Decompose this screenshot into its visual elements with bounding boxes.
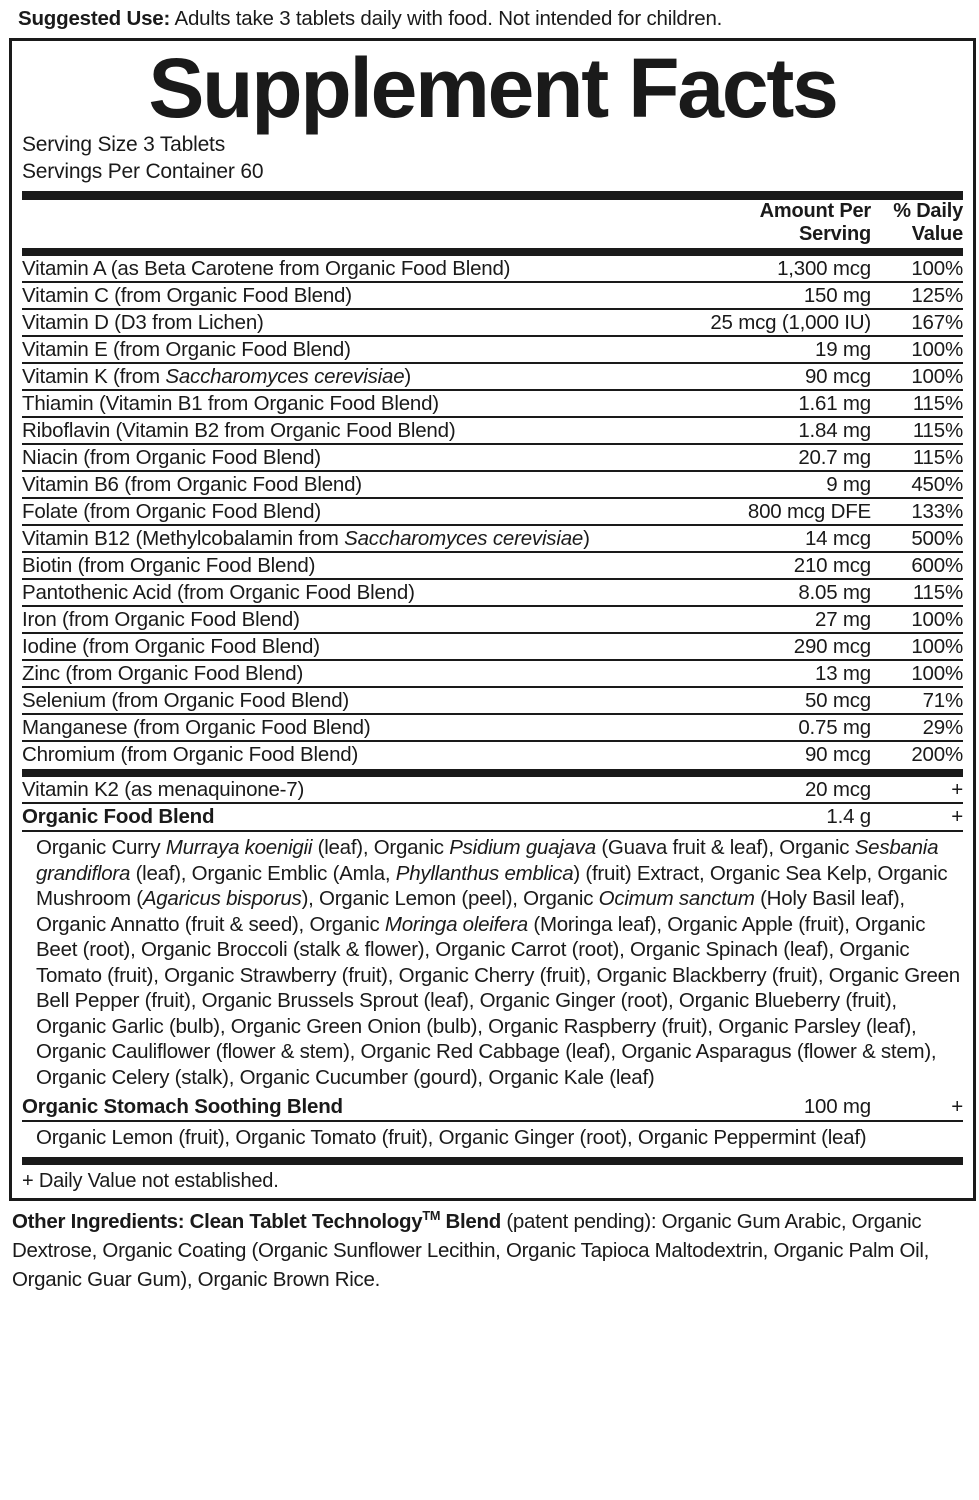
k2-amount: 20 mcg bbox=[691, 777, 877, 803]
table-row bbox=[22, 579, 963, 606]
nutrient-amount: 50 mcg bbox=[691, 687, 877, 714]
nutrient-daily-value: 100% bbox=[877, 336, 963, 363]
stomach-blend-amount: 100 mg bbox=[691, 1094, 877, 1121]
nutrient-name: Niacin (from Organic Food Blend) bbox=[22, 444, 691, 471]
nutrient-daily-value: 115% bbox=[877, 417, 963, 444]
nutrient-daily-value: 500% bbox=[877, 525, 963, 552]
nutrient-name: Biotin (from Organic Food Blend) bbox=[22, 552, 691, 579]
k2-name: Vitamin K2 (as menaquinone-7) bbox=[22, 777, 691, 803]
nutrient-name: Iron (from Organic Food Blend) bbox=[22, 606, 691, 633]
table-row bbox=[22, 256, 963, 282]
nutrient-name: Vitamin B12 (Methylcobalamin from Saccharomyces cerevisiae) bbox=[22, 525, 691, 552]
nutrient-daily-value: 125% bbox=[877, 282, 963, 309]
nutrient-amount: 1.61 mg bbox=[691, 390, 877, 417]
table-row bbox=[22, 336, 963, 363]
table-row bbox=[22, 471, 963, 498]
trademark-mark: TM bbox=[422, 1207, 441, 1223]
nutrient-amount: 25 mcg (1,000 IU) bbox=[691, 309, 877, 336]
nutrient-name: Vitamin B6 (from Organic Food Blend) bbox=[22, 471, 691, 498]
nutrient-amount: 150 mg bbox=[691, 282, 877, 309]
nutrient-name: Vitamin E (from Organic Food Blend) bbox=[22, 336, 691, 363]
food-blend-dv: + bbox=[877, 803, 963, 831]
table-row bbox=[22, 417, 963, 444]
suggested-use-text: Adults take 3 tablets daily with food. Not intended for children. bbox=[170, 7, 723, 30]
nutrient-name: Zinc (from Organic Food Blend) bbox=[22, 660, 691, 687]
nutrient-amount: 13 mg bbox=[691, 660, 877, 687]
nutrient-daily-value: 115% bbox=[877, 579, 963, 606]
nutrient-name: Vitamin A (as Beta Carotene from Organic Food Blend) bbox=[22, 256, 691, 282]
nutrient-name: Vitamin C (from Organic Food Blend) bbox=[22, 282, 691, 309]
food-blend-amount: 1.4 g bbox=[691, 803, 877, 831]
nutrient-amount: 27 mg bbox=[691, 606, 877, 633]
nutrient-amount: 0.75 mg bbox=[691, 714, 877, 741]
stomach-blend-name: Organic Stomach Soothing Blend bbox=[22, 1094, 691, 1121]
nutrient-daily-value: 115% bbox=[877, 390, 963, 417]
nutrient-daily-value: 100% bbox=[877, 606, 963, 633]
nutrient-amount: 800 mcg DFE bbox=[691, 498, 877, 525]
panel-title: Supplement Facts bbox=[148, 41, 837, 135]
table-row bbox=[22, 714, 963, 741]
table-row-organic-food-blend bbox=[22, 803, 963, 831]
table-row bbox=[22, 525, 963, 552]
nutrient-name: Riboflavin (Vitamin B2 from Organic Food Blend) bbox=[22, 417, 691, 444]
stomach-blend-dv: + bbox=[877, 1094, 963, 1121]
nutrient-name: Thiamin (Vitamin B1 from Organic Food Blend) bbox=[22, 390, 691, 417]
nutrient-amount: 9 mg bbox=[691, 471, 877, 498]
header-amount-per-serving: Amount Per Serving bbox=[759, 200, 871, 246]
nutrient-daily-value: 600% bbox=[877, 552, 963, 579]
nutrient-rows-table bbox=[22, 256, 963, 767]
nutrient-amount: 14 mcg bbox=[691, 525, 877, 552]
table-row bbox=[22, 498, 963, 525]
divider-heavy-top bbox=[22, 191, 963, 200]
supplement-facts-box bbox=[9, 38, 976, 1201]
table-row-k2 bbox=[22, 777, 963, 803]
nutrient-name: Pantothenic Acid (from Organic Food Blend) bbox=[22, 579, 691, 606]
nutrient-amount: 1.84 mg bbox=[691, 417, 877, 444]
serving-size: Serving Size 3 Tablets bbox=[22, 133, 225, 157]
nutrient-name: Selenium (from Organic Food Blend) bbox=[22, 687, 691, 714]
table-row bbox=[22, 282, 963, 309]
nutrient-name: Chromium (from Organic Food Blend) bbox=[22, 743, 359, 767]
table-row bbox=[22, 687, 963, 714]
k2-dv: + bbox=[877, 777, 963, 803]
table-header-row bbox=[22, 200, 963, 246]
nutrition-table bbox=[22, 200, 963, 246]
suggested-use-label: Suggested Use: bbox=[18, 7, 171, 30]
nutrient-daily-value: 100% bbox=[877, 256, 963, 282]
nutrient-daily-value: 71% bbox=[877, 687, 963, 714]
nutrient-daily-value: 200% bbox=[911, 743, 963, 767]
servings-per-container: Servings Per Container 60 bbox=[22, 160, 264, 184]
table-row bbox=[22, 633, 963, 660]
nutrient-amount: 20.7 mg bbox=[691, 444, 877, 471]
header-percent-daily-value: % Daily Value bbox=[893, 200, 963, 246]
nutrient-amount: 90 mcg bbox=[691, 363, 877, 390]
nutrient-name: Folate (from Organic Food Blend) bbox=[22, 498, 691, 525]
table-row bbox=[22, 660, 963, 687]
nutrient-amount: 19 mg bbox=[691, 336, 877, 363]
divider-heavy-header bbox=[22, 248, 963, 256]
table-row bbox=[22, 390, 963, 417]
nutrient-daily-value: 100% bbox=[877, 633, 963, 660]
suggested-use-line bbox=[6, 0, 973, 38]
divider-heavy-footnote bbox=[22, 1157, 963, 1165]
table-row bbox=[22, 552, 963, 579]
nutrient-amount: 210 mcg bbox=[691, 552, 877, 579]
nutrient-daily-value: 133% bbox=[877, 498, 963, 525]
food-blend-name: Organic Food Blend bbox=[22, 803, 691, 831]
other-ingredients-label: Other Ingredients: Clean Tablet Technology™ Blend bbox=[12, 1207, 501, 1233]
food-blend-ingredients: Organic Curry Murraya koenigii (leaf), Organic Psidium guajava (Guava fruit & leaf), Organic Sesbania grandiflora (leaf), Organic Emblic (Amla, Phyllanthus emblica) (fruit) Extract, Organic Sea Kelp, Organic Mushroom (Agaricus bisporus), Organic Lemon (peel), Organic Ocimum sanctum (Holy Basil leaf), Organic Annatto (fruit & seed), Organic Moringa oleifera (Moringa leaf), Organic Apple (fruit), Organic Beet (root), Organic Broccoli (stalk & flower), Organic Carrot (root), Organic Spinach (leaf), Organic Tomato (fruit), Organic Strawberry (fruit), Organic Cherry (fruit), Organic Blackberry (fruit), Organic Green Bell Pepper (fruit), Organic Brussels Sprout (leaf), Organic Ginger (root), Organic Blueberry (fruit), Organic Garlic (bulb), Organic Green Onion (bulb), Organic Raspberry (fruit), Organic Parsley (leaf), Organic Cauliflower (flower & stem), Organic Red Cabbage (leaf), Organic Asparagus (flower & stem), Organic Celery (stalk), Organic Cucumber (gourd), Organic Kale (leaf) bbox=[36, 836, 960, 1089]
table-row-stomach-soothing-blend bbox=[22, 1094, 963, 1121]
table-row bbox=[22, 444, 963, 471]
nutrient-name: Vitamin K (from Saccharomyces cerevisiae) bbox=[22, 363, 691, 390]
nutrient-daily-value: 29% bbox=[877, 714, 963, 741]
nutrient-amount: 8.05 mg bbox=[691, 579, 877, 606]
nutrient-daily-value: 167% bbox=[877, 309, 963, 336]
nutrient-daily-value: 450% bbox=[877, 471, 963, 498]
table-row bbox=[22, 741, 963, 767]
nutrient-name: Vitamin D (D3 from Lichen) bbox=[22, 309, 691, 336]
nutrient-amount: 290 mcg bbox=[691, 633, 877, 660]
table-row bbox=[22, 606, 963, 633]
nutrient-daily-value: 115% bbox=[877, 444, 963, 471]
stomach-blend-ingredients: Organic Lemon (fruit), Organic Tomato (fruit), Organic Ginger (root), Organic Peppermint (leaf) bbox=[36, 1126, 867, 1150]
blends-table bbox=[22, 777, 963, 832]
nutrient-amount: 90 mcg bbox=[804, 743, 871, 767]
nutrient-daily-value: 100% bbox=[877, 363, 963, 390]
nutrient-name: Iodine (from Organic Food Blend) bbox=[22, 633, 691, 660]
other-ingredients-text: (patent pending): Organic Gum Arabic, Organic Dextrose, Organic Coating (Organic Sunflower Lecithin, Organic Tapioca Maltodextrin, Organic Palm Oil, Organic Guar Gum), Organic Brown Rice. bbox=[12, 1209, 929, 1291]
nutrient-name: Manganese (from Organic Food Blend) bbox=[22, 714, 691, 741]
daily-value-footnote: + Daily Value not established. bbox=[22, 1169, 279, 1192]
stomach-blend-table bbox=[22, 1094, 963, 1122]
header-blank bbox=[22, 200, 691, 246]
table-row bbox=[22, 309, 963, 336]
other-ingredients-block bbox=[6, 1201, 973, 1294]
table-row bbox=[22, 363, 963, 390]
nutrient-amount: 1,300 mcg bbox=[691, 256, 877, 282]
nutrient-daily-value: 100% bbox=[877, 660, 963, 687]
divider-heavy-blends bbox=[22, 769, 963, 777]
